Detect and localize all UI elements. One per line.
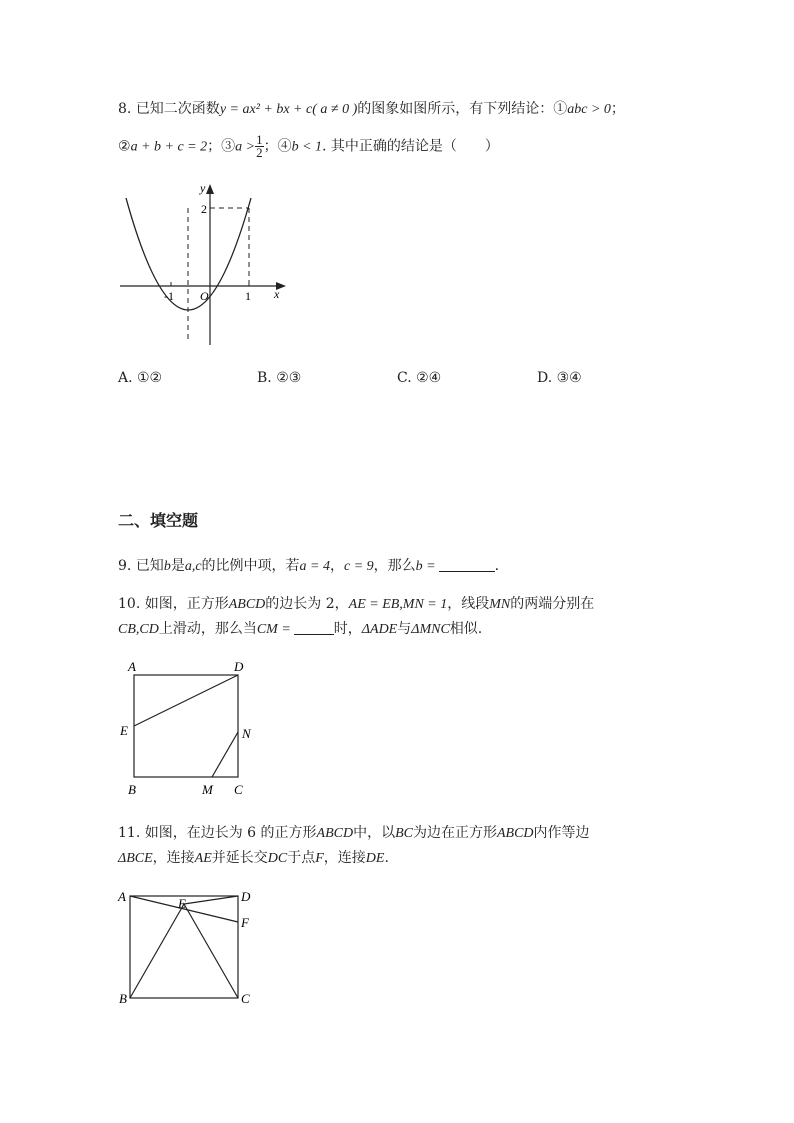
segment-ce — [184, 904, 238, 998]
label-m: M — [202, 782, 213, 797]
q8-semicolon: ； — [610, 101, 625, 117]
segment-ed — [134, 675, 238, 726]
q11-text-7: 于点 — [287, 850, 316, 866]
q11-text-5: ，连接 — [152, 850, 195, 866]
q9-text-1: 已知 — [135, 558, 164, 574]
q9-b-equals: b = — [415, 559, 436, 574]
label-a: A — [128, 659, 136, 674]
q9-text-2: 是 — [170, 558, 185, 574]
q8-tail: 的图象如图所示，有下列结论：① — [357, 101, 568, 117]
q10-triangle-mnc: ΔMNC — [411, 622, 450, 637]
q9-number: 9. — [118, 558, 132, 574]
q11-number: 11. — [118, 825, 141, 841]
q8-conclusion-3-lhs: a > — [235, 139, 256, 155]
label-f: F — [241, 915, 249, 930]
q11-text-2: 中，以 — [353, 825, 396, 841]
q11-abcd: ABCD — [316, 826, 354, 841]
q8-conclusion-1: abc > 0 — [567, 102, 611, 117]
q10-answer-blank[interactable] — [294, 620, 334, 635]
q10-text-1: 如图，正方形 — [144, 596, 229, 612]
q8-frac-denominator: 2 — [256, 145, 263, 160]
segment-be — [130, 904, 184, 998]
q10-text-7: 与 — [397, 621, 412, 637]
q8-option-b-label: B. ②③ — [257, 370, 302, 386]
label-c: C — [241, 991, 250, 1006]
q11-de: DE — [365, 851, 385, 866]
q9-answer-blank[interactable] — [439, 557, 495, 572]
q8-option-a-label: A. ①② — [118, 370, 163, 386]
q11-ae: AE — [194, 851, 212, 866]
q8-option-c[interactable] — [397, 370, 441, 386]
q10-number: 10. — [118, 596, 141, 612]
label-n: N — [242, 726, 251, 741]
q10-abcd: ABCD — [228, 597, 266, 612]
q10-cbcd: CB,CD — [118, 622, 159, 637]
q10-line2 — [118, 618, 482, 638]
q9-text-4: ，那么 — [373, 558, 416, 574]
tick-label-1: 1 — [245, 289, 251, 303]
q8-parabola-graph — [110, 180, 300, 355]
q11-line1 — [118, 822, 590, 842]
q9-a-equals: a = 4 — [299, 559, 330, 574]
q8-c3-mark: ；③ — [207, 138, 236, 155]
y-axis-arrow — [206, 184, 214, 194]
q9-b: b — [163, 559, 171, 574]
tick-label-neg1: -1 — [164, 289, 174, 303]
q8-c2-mark: ② — [118, 138, 131, 155]
q9-c-equals: c = 9 — [343, 559, 374, 574]
q11-line2 — [118, 847, 389, 867]
q10-text-5: 上滑动，那么当 — [158, 621, 257, 637]
q11-text-4: 内作等边 — [533, 825, 590, 841]
q11-abcd-2: ABCD — [496, 826, 534, 841]
q11-text-8: ，连接 — [323, 850, 366, 866]
q11-f: F — [315, 851, 324, 866]
q8-line2 — [118, 134, 499, 159]
q8-conclusion-4: b < 1 — [291, 139, 323, 155]
label-b: B — [119, 991, 127, 1006]
q10-line1 — [118, 593, 594, 613]
tick-label-2: 2 — [201, 202, 207, 216]
section-title: 二、填空题 — [118, 511, 199, 530]
origin-label: O — [200, 289, 209, 303]
label-d: D — [234, 659, 244, 674]
q10-text-2: 的边长为 2， — [265, 596, 349, 612]
label-a: A — [118, 889, 126, 904]
label-b: B — [128, 782, 136, 797]
q10-triangle-ade: ΔADE — [361, 622, 398, 637]
y-axis-label: y — [200, 181, 206, 195]
q8-fraction-half — [255, 134, 264, 159]
segment-de — [184, 896, 238, 904]
q9-line — [118, 555, 499, 575]
q9-end: . — [494, 558, 500, 574]
q11-text-3: 为边在正方形 — [412, 825, 497, 841]
segment-mn — [212, 732, 238, 777]
q10-text-4: 的两端分别在 — [510, 596, 595, 612]
square-abcd — [130, 896, 238, 998]
q8-conclusion-2: a + b + c = 2 — [130, 139, 208, 155]
square-abcd — [134, 675, 238, 777]
q11-text-1: 如图，在边长为 6 的正方形 — [144, 825, 317, 841]
q10-text-8: 相似. — [449, 621, 483, 637]
label-d: D — [241, 889, 251, 904]
q9-ac: a,c — [184, 559, 202, 574]
q10-text-6: 时， — [333, 621, 362, 637]
q8-option-b[interactable] — [257, 370, 301, 386]
q9-text-3: 的比例中项，若 — [201, 558, 300, 574]
q8-option-a[interactable] — [118, 370, 162, 386]
q10-equations: AE = EB,MN = 1 — [348, 597, 448, 612]
q8-condition: ( a ≠ 0 ) — [312, 102, 358, 117]
q10-text-3: ，线段 — [447, 596, 490, 612]
label-e: E — [178, 896, 186, 911]
x-axis-label: x — [274, 287, 280, 301]
q10-cm-equals: CM = — [256, 622, 291, 637]
q8-intro: 已知二次函数 — [135, 101, 220, 117]
q8-line1 — [118, 98, 625, 118]
q8-end: . 其中正确的结论是（ ） — [322, 138, 499, 155]
q9-comma: ， — [329, 558, 344, 574]
q11-text-6: 并延长交 — [211, 850, 268, 866]
label-c: C — [234, 782, 243, 797]
q11-square-figure — [114, 884, 264, 1010]
q8-option-d[interactable] — [537, 370, 582, 386]
q11-bc: BC — [395, 826, 413, 841]
q11-triangle-bce: ΔBCE — [118, 851, 153, 866]
q8-option-c-label: C. ②④ — [397, 370, 442, 386]
q11-dc: DC — [267, 851, 288, 866]
q11-text-9: . — [384, 850, 389, 866]
q8-c4-mark: ；④ — [263, 138, 292, 155]
q8-option-d-label: D. ③④ — [537, 370, 582, 386]
q8-function: y = ax² + bx + c — [219, 102, 313, 117]
q8-number: 8. — [118, 101, 132, 117]
q8-frac-numerator: 1 — [256, 132, 263, 147]
label-e: E — [120, 723, 128, 738]
q10-square-figure — [114, 654, 264, 800]
q10-mn: MN — [489, 597, 511, 612]
